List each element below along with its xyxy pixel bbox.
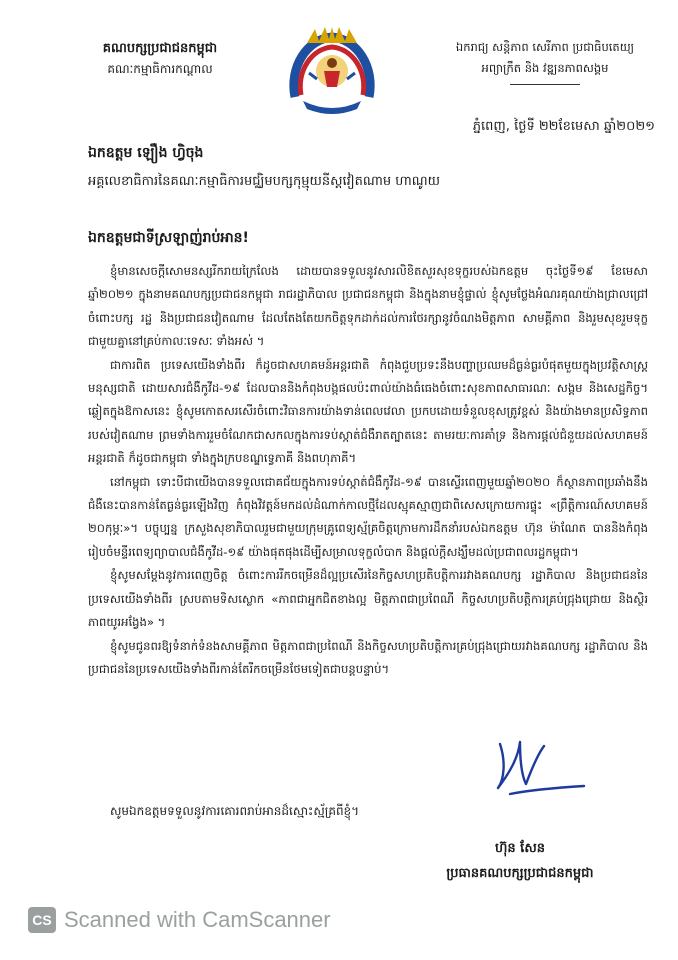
paragraph: ខ្ញុំសូមជូនពរឱ្យទំនាក់ទំនងសាមគ្គីភាព មិត្តភាពជាប្រពៃណី និងកិច្ចសហប្រតិបត្តិការគ្រប់ជ្រុងជ្រោយរវាងគណបក្ស រដ្ឋាភិបាល និងប្រជាជននៃប្រទេសយើងទាំងពីរកាន់តែរីកចម្រើនថែមទៀតជាបន្តបន្ទាប់។ <box>88 638 648 676</box>
motto-divider <box>510 84 580 85</box>
letter-date: ភ្នំពេញ, ថ្ងៃទី ២២ខែមេសា ឆ្នាំ២០២១ <box>472 119 655 134</box>
party-name: គណបក្សប្រជាជនកម្ពុជា <box>102 41 218 56</box>
signer-name: ហ៊ុន សែន <box>495 841 545 856</box>
committee-name: គណៈកម្មាធិការកណ្ដាល <box>107 62 213 76</box>
motto-line-2: អព្យាក្រឹត និង វឌ្ឍនភាពសង្គម <box>481 61 609 75</box>
paragraph: ខ្ញុំមានសេចក្តីសោមនស្សរីករាយក្រៃលែង ដោយបានទទួលនូវសារលិខិតសួរសុខទុក្ខរបស់ឯកឧត្តម ចុះថ្ងៃទី១៩ ខែមេសា ឆ្នាំ២០២១ ក្នុងនាមគណបក្សប្រជាជនកម្ពុជា រាជរដ្ឋាភិបាល ប្រជាជនកម្ពុជា និងក្នុងនាមខ្ញុំផ្ទាល់ ខ្ញុំសូមថ្លែងអំណរគុណយ៉ាងជ្រាលជ្រៅចំពោះបក្ស រដ្ឋ និងប្រជាជនវៀតណាម ដែលតែងតែយកចិត្តទុកដាក់ដល់ការថែរក្សានូវចំណងមិត្តភាព សាមគ្គីភាព និងរួមសុខរួមទុក្ខជាមួយគ្នានៅគ្រប់កាលៈទេសៈ ទាំងអស់ ។ <box>88 264 648 349</box>
recipient-name: ឯកឧត្តម ឡឿង ហ្វិចុង <box>88 145 204 161</box>
camscanner-logo-icon: CS <box>28 907 56 933</box>
handwritten-signature <box>490 732 590 802</box>
recipient-block <box>88 143 648 193</box>
paragraph: ខ្ញុំសូមសម្តែងនូវការពេញចិត្ត ចំពោះការរីកចម្រើនដ៏ល្អប្រសើរនៃកិច្ចសហប្រតិបត្តិការរវាងគណបក្ស រដ្ឋាភិបាល និងប្រជាជននៃប្រទេសយើងទាំងពីរ ស្របតាមទិសស្លោក «ភាពជាអ្នកជិតខាងល្អ មិត្តភាពជាប្រពៃណី កិច្ចសហប្រតិបត្តិការគ្រប់ជ្រុងជ្រោយ និងស្ថិរភាពយូរអង្វែង» ។ <box>88 568 648 630</box>
signer-title: ប្រធានគណបក្សប្រជាជនកម្ពុជា <box>446 866 594 881</box>
party-header <box>70 40 250 79</box>
camscanner-watermark <box>28 905 331 935</box>
signer-block <box>400 840 640 884</box>
paragraph: ជាការពិត ប្រទេសយើងទាំងពីរ ក៏ដូចជាសហគមន៍អន្តរជាតិ កំពុងជួបប្រទះនឹងបញ្ហាប្រឈមដ៏ធ្ងន់ធ្ងរបំផុតមួយក្នុងប្រវត្តិសាស្ត្រមនុស្សជាតិ ដោយសារជំងឺកូវីដ-១៩ ដែលបាននិងកំពុងបង្កផលប៉ះពាល់យ៉ាងធំធេងចំពោះសុខភាពសាធារណៈ សង្គម និងសេដ្ឋកិច្ច។ ឆ្លៀតក្នុងឱកាសនេះ ខ្ញុំសូមកោតសរសើរចំពោះវិធានការយ៉ាងទាន់ពេលវេលា ប្រកបដោយទំនួលខុសត្រូវខ្ពស់ និងយ៉ាងមានប្រសិទ្ធភាពរបស់វៀតណាម ព្រមទាំងការរួមចំណែកជាសកលក្នុងការទប់ស្កាត់ជំងឺរាតត្បាតនេះ តាមរយៈការគាំទ្រ និងការផ្តល់ជំនួយដល់សហគមន៍អន្តរជាតិ ក៏ដូចជាកម្ពុជា ទាំងក្នុងក្របខណ្ឌទ្វេភាគី និងពហុភាគី។ <box>88 357 648 466</box>
national-motto <box>440 40 650 85</box>
party-logo-icon <box>287 27 377 115</box>
recipient-title: អគ្គលេខាធិការនៃគណៈកម្មាធិការមជ្ឈិមបក្សកុម្មុយនីស្តវៀតណាម ហាណូយ <box>88 174 441 189</box>
letter-body <box>88 260 648 681</box>
paragraph: នៅកម្ពុជា ទោះបីជាយើងបានទទួលជោគជ័យក្នុងការទប់ស្កាត់ជំងឺកូវីដ-១៩ បានស្ទើរពេញមួយឆ្នាំ២០២០ ក៏ស្ថានភាពប្រឆាំងនឹងជំងឺនេះបានកាន់តែធ្ងន់ធ្ងរឡើងវិញ កំពុងវិវត្តន៍មកដល់ដំណាក់កាលថ្មីដែលស្មុគស្មាញជាពិសេសក្រោយការផ្ទុះ «ព្រឹត្តិការណ៍សហគមន៍ ២០កុម្ភៈ»។ បច្ចុប្បន្ន ក្រសួងសុខាភិបាលរួមជាមួយក្រុមគ្រូពេទ្យស្ម័គ្រចិត្តក្រោមការដឹកនាំរបស់ឯកឧត្តម ហ៊ុន ម៉ាណែត បាននិងកំពុងរៀបចំមន្ទីរពេទ្យព្យាបាលជំងឺកូវីដ-១៩ យ៉ាងផុតផុងដើម្បីសម្រាលទុក្ខលំបាក និងផ្តល់ក្តីសង្ឃឹមដល់ប្រជាពលរដ្ឋកម្ពុជា។ <box>88 474 648 559</box>
watermark-text: Scanned with CamScanner <box>64 907 331 932</box>
motto-line-1: ឯករាជ្យ សន្តិភាព សេរីភាព ប្រជាធិបតេយ្យ <box>455 40 635 54</box>
closing-line: សូមឯកឧត្តមទទួលនូវការគោរពរាប់អានដ៏ស្មោះស្ម័គ្រពីខ្ញុំ។ <box>110 804 360 818</box>
salutation: ឯកឧត្តមជាទីស្រឡាញ់រាប់អាន! <box>88 230 249 246</box>
